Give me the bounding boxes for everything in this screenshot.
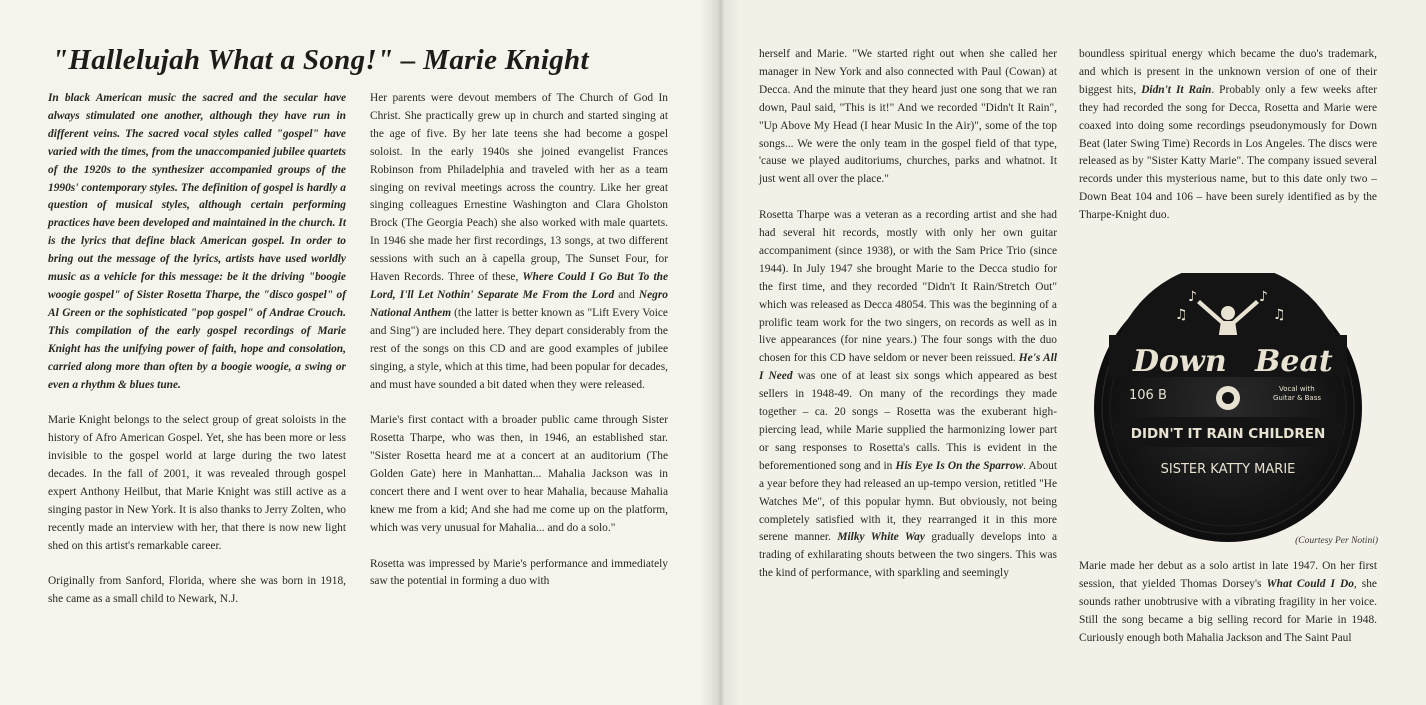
svg-text:♪: ♪ bbox=[1259, 289, 1268, 305]
svg-text:♫: ♫ bbox=[1175, 307, 1188, 323]
record-note-line1: Vocal with bbox=[1279, 385, 1315, 393]
intro-paragraph: In black American music the sacred and the secular have always stimulated one another, although they have run in different veins. The sacred vocal styles called "gospel" have varied with the times, from the unaccompanied jubilee quartets of the 1920s to the synthesizer accompanied groups of the 1990s' contemporary styles. The definition of gospel is hardly a question of musical styles, although certain performing practices have been developed and maintained in the church. It is the lyrics that define black American gospel. In order to bring out the message of the lyrics, artists have used worldly music as a vehicle for this message: be it the driving "boogie woogie gospel" of Sister Rosetta Tharpe, the "disco gospel" of Al Green or the sophisticated "pop gospel" of Andrae Crouch. This compilation of the early gospel recordings of Marie Knight has the unifying power of faith, hope and consolation, carried along more than often by a boogie woogie, a swing or even a rhythm & blues tune. bbox=[48, 92, 346, 391]
song-title: What Could I Do bbox=[1266, 577, 1354, 590]
paragraph: boundless spiritual energy which became the duo's trademark, and which is present in the unknown version of one of their biggest hits, Didn't It Rain. Probably only a few weeks after they had recorded the song for Decca, Rosetta and Marie were coaxed into doing some recordings pseudonymously for Down Beat (later Swing Time) Records in Los Angeles. The discs were released as by "Sister Katty Marie". The company issued several records under this mysterious name, but to this date only two – Down Beat 104 and 106 – have been surely identified as by the Tharpe-Knight duo. bbox=[1079, 48, 1377, 222]
svg-text:♪: ♪ bbox=[1188, 289, 1197, 305]
svg-text:♫: ♫ bbox=[1273, 307, 1286, 323]
paragraph: Rosetta was impressed by Marie's performance and immediately saw the potential in forming a duo with bbox=[370, 557, 668, 588]
article-title: "Hallelujah What a Song!" – Marie Knight bbox=[52, 44, 589, 76]
spindle-hole bbox=[1222, 392, 1234, 404]
record-artist: SISTER KATTY MARIE bbox=[1160, 462, 1296, 477]
record-brand-right: Beat bbox=[1255, 344, 1333, 379]
catalog-number: 106 B bbox=[1129, 388, 1167, 403]
page-gutter bbox=[700, 0, 740, 705]
column-1 bbox=[48, 90, 346, 627]
paragraph: herself and Marie. "We started right out when she called her manager in New York and also connected with Paul (Cowan) at Decca. And the minute that they heard just one song that we ran down, Paul said, "This is it!" And we recorded "Didn't It Rain", "Up Above My Head (I hear Music In the Air)", some of the top songs... We were the only team in the gospel field of that type, 'cause we played auditoriums, churches, parks and whatnot. It just went all over the place." bbox=[759, 48, 1057, 186]
image-credit: (Courtesy Per Notini) bbox=[1295, 536, 1378, 546]
column-4 bbox=[1079, 46, 1377, 243]
song-title: Milky White Way bbox=[837, 531, 925, 544]
column-2 bbox=[370, 90, 668, 609]
song-title: His Eye Is On the Sparrow bbox=[895, 459, 1024, 472]
column-3 bbox=[759, 46, 1057, 601]
record-label-image bbox=[1093, 273, 1363, 543]
paragraph: Rosetta Tharpe was a veteran as a recording artist and she had had several hit records, mostly with only her own guitar accompaniment (since 1938), or with the Sam Price Trio (since 1944). In July 1947 she brought Marie to the Decca studio for the first time, and they recorded "Didn't It Rain/Stretch Out" which was released as Decca 48054. This was the beginning of a prolific team work for the two singers, on records as well as in live appearances (for nine years.) The four songs with the duo chosen for this CD have seldom or never been reissued. He's All I Need was one of at least six songs which appeared as best sellers in 1948-49. On many of the recordings they made together – ca. 20 songs – Rosetta was the exuberant high-piercing lead, while Marie supplied the harmonizing lower part or sang responses to Rosetta's calls. This is evident in the beforementioned song and in His Eye Is On the Sparrow. About a year before they had released an up-tempo version, retitled "He Watches Me", of this popular hymn. But obviously, not being completely satisfied with it, they rearranged it in this more serene manner. Milky White Way gradually develops into a trading of exhilarating shouts between the two singers. This was the kind of performance, with sparkling and seemingly bbox=[759, 209, 1057, 580]
paragraph: Marie's first contact with a broader public came through Sister Rosetta Tharpe, who was then, in 1946, an established star. "Sister Rosetta heard me at a concert at an auditorium (The Golden Gate) here in Manhattan... Mahalia Jackson was in concert there and I went over to hear Mahalia, because Mahalia knew me from a kid; And she had me come up on the platform, which was very unusual for Mahalia... and do a solo." bbox=[370, 414, 668, 534]
song-title: He's All I Need bbox=[759, 352, 1057, 383]
paragraph: Originally from Sanford, Florida, where she was born in 1918, she came as a small child to Newark, N.J. bbox=[48, 575, 346, 606]
paragraph: Marie made her debut as a solo artist in late 1947. On her first session, that yielded Thomas Dorsey's What Could I Do, she sounds rather unobtrusive with a vibrating fragility in her voice. Still the song became a big selling record for Marie in 1948. Curiously enough both Mahalia Jackson and The Saint Paul bbox=[1079, 560, 1377, 644]
song-title: Where Could I Go But To the Lord, I'll Let Nothin' Separate Me From the Lord bbox=[370, 271, 668, 301]
record-note-line2: Guitar & Bass bbox=[1273, 394, 1322, 402]
paragraph: Her parents were devout members of The Church of God In Christ. She practically grew up in church and started singing at the age of five. By her late teens she had become a gospel soloist. In the early 1940s she joined evangelist Frances Robinson from Philadelphia and traveled with her as a team singing on revival meetings across the country. Like her great singing colleagues Ernestine Washington and Clara Gholston Brock (The Georgia Peach) she also worked with male quartets. In 1946 she made her first recordings, 13 songs, at two different sessions with such an à capella group, The Sunset Four, for Haven Records. Three of these, Where Could I Go But To the Lord, I'll Let Nothin' Separate Me From the Lord and Negro National Anthem (the latter is better known as "Lift Every Voice and Sing") are included here. They depart considerably from the rest of the songs on this CD and are good examples of jubilee singing, a style, which at this time, had been popular for decades, and must have sounded a bit dated when they were released. bbox=[370, 92, 668, 391]
column-4-continued bbox=[1079, 558, 1377, 665]
record-brand-left: Down bbox=[1133, 344, 1227, 379]
paragraph: Marie Knight belongs to the select group of great soloists in the history of Afro American Gospel. Yet, she has been more or less invisible to the gospel world at large during the two latest decades. In the fall of 2001, it was revealed through gospel expert Anthony Heilbut, that Marie Knight was still active as a singing pastor in New York. It is also thanks to Jerry Zolten, who recently made an interview with her, that there is now new light shed on this artist's remarkable career. bbox=[48, 414, 346, 552]
song-title: Negro National Anthem bbox=[370, 288, 668, 319]
song-title: Didn't It Rain bbox=[1141, 83, 1212, 96]
record-song-title: DIDN'T IT RAIN CHILDREN bbox=[1130, 426, 1326, 442]
